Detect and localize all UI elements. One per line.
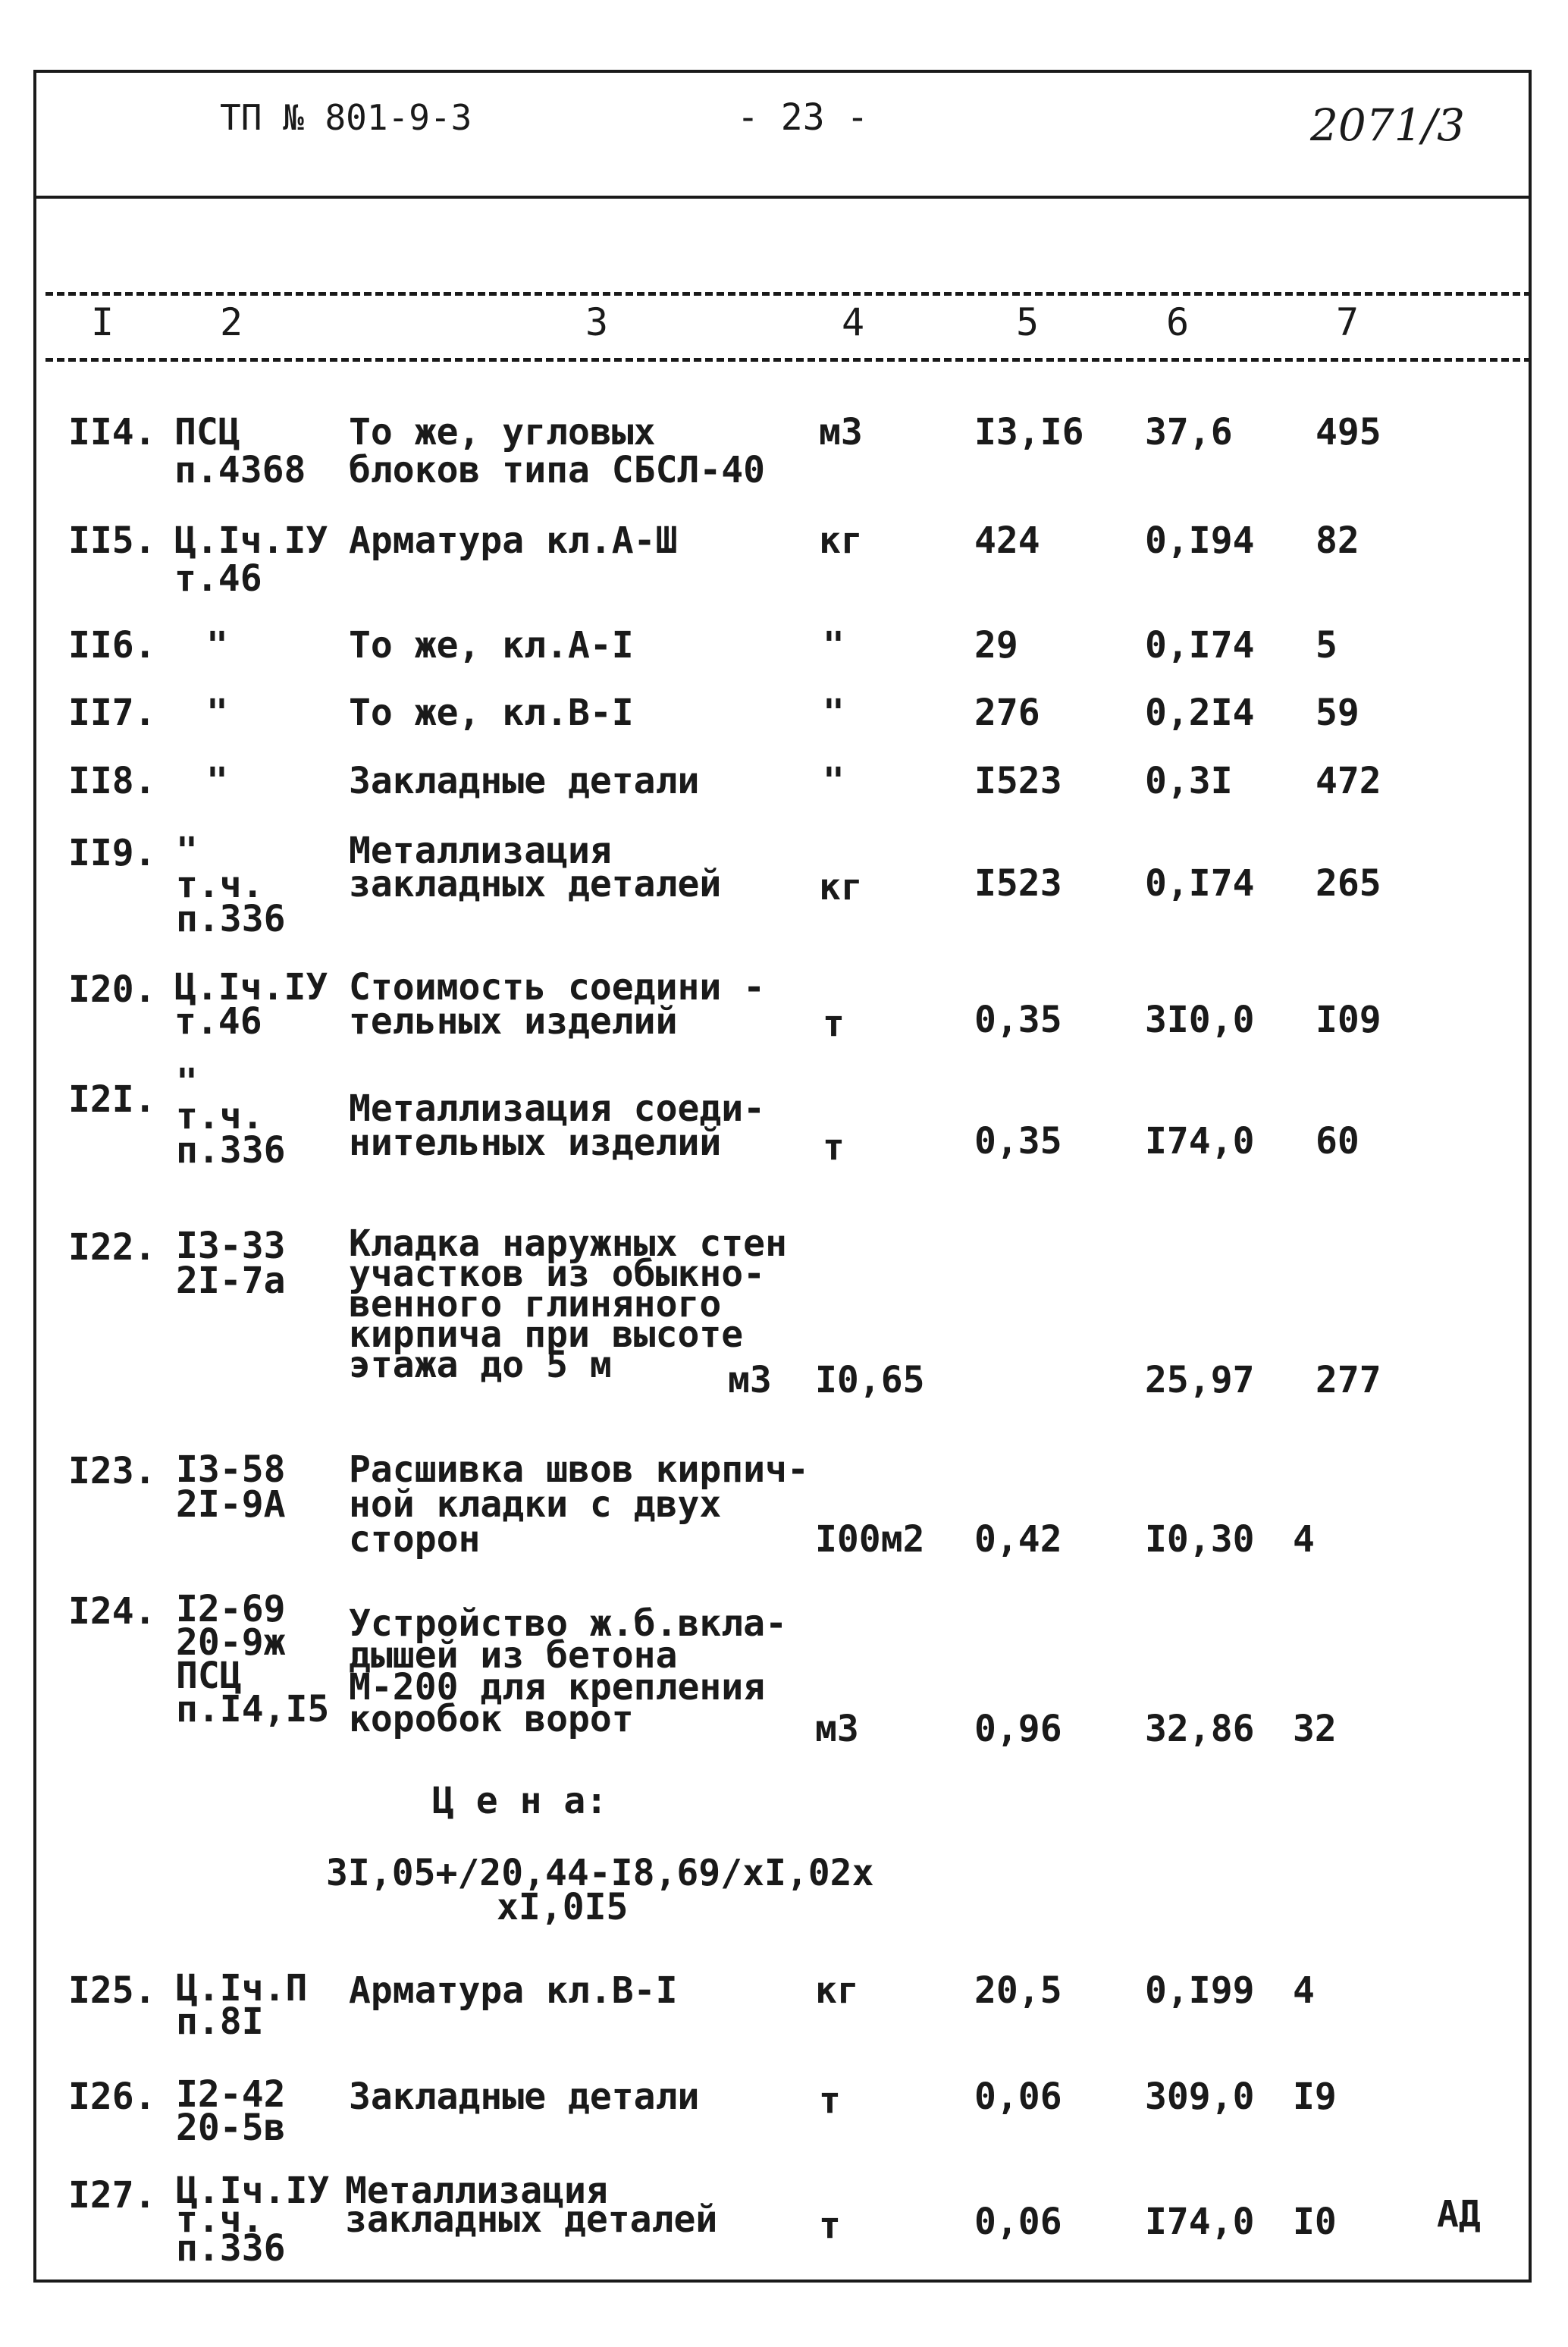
row-number: I20.	[68, 968, 156, 1011]
row-description: Металлизация закладных деталей	[345, 2170, 718, 2241]
row-unit: м3	[815, 1708, 859, 1750]
row-total: I0	[1293, 2201, 1337, 2243]
row-unit-price: I74,0	[1145, 1120, 1255, 1163]
row-unit: кг	[819, 519, 863, 562]
column-header-top-rule	[45, 292, 1532, 296]
col-header-1: I	[91, 300, 114, 344]
row-total: 60	[1316, 1120, 1359, 1163]
row-unit-price: 0,I74	[1145, 862, 1255, 905]
row-quantity: I523	[974, 760, 1062, 802]
col-header-3: 3	[585, 300, 609, 344]
handwritten-ref: 2071/3	[1310, 99, 1466, 151]
row-unit-price: I74,0	[1145, 2201, 1255, 2243]
row-description: То же, кл.В-I	[349, 692, 634, 734]
row-unit: "	[823, 624, 845, 667]
row-quantity: I0,65	[815, 1359, 925, 1401]
row-unit: м3	[819, 411, 863, 453]
col-header-7: 7	[1336, 300, 1359, 344]
page-frame	[33, 70, 1532, 2283]
row-unit-price: I0,30	[1145, 1518, 1255, 1561]
row-number: II4.	[68, 411, 156, 453]
row-reference: ПСЦ п.4368	[174, 411, 306, 491]
row-description: То же, кл.А-I	[349, 624, 634, 667]
row-reference: I3-58 2I-9А	[176, 1448, 286, 1526]
row-unit-price: 25,97	[1145, 1359, 1255, 1401]
row-unit-price: 0,I74	[1145, 624, 1255, 667]
col-header-6: 6	[1166, 300, 1190, 344]
row-number: I2I.	[68, 1078, 156, 1121]
doc-number: ТП № 801-9-3	[220, 97, 472, 138]
row-total: I09	[1316, 999, 1381, 1041]
row-total: 4	[1293, 1969, 1315, 2012]
row-unit-price: 309,0	[1145, 2076, 1255, 2118]
row-number: I25.	[68, 1969, 156, 2012]
row-number: II9.	[68, 832, 156, 874]
row-unit: "	[823, 692, 845, 734]
row-number: II6.	[68, 624, 156, 667]
row-quantity: 0,06	[974, 2076, 1062, 2118]
row-unit-price: 0,2I4	[1145, 692, 1255, 734]
row-reference: " т.ч. п.336	[176, 1061, 286, 1172]
row-unit-price: 37,6	[1145, 411, 1233, 453]
price-formula-line2: хI,0I5	[497, 1886, 629, 1928]
row-unit: кг	[815, 1969, 859, 2012]
corner-mark: АД	[1437, 2193, 1481, 2236]
row-unit-price: 32,86	[1145, 1708, 1255, 1750]
row-number: I24.	[68, 1590, 156, 1633]
row-total: 82	[1316, 519, 1359, 562]
row-description: Арматура кл.В-I	[349, 1969, 678, 2012]
row-number: I22.	[68, 1226, 156, 1269]
row-description: То же, угловых блоков типа СБСЛ-40	[349, 411, 766, 491]
row-reference: Ц.Iч.IУ т.46	[174, 519, 328, 600]
row-description: Расшивка швов кирпич- ной кладки с двух сторон	[349, 1448, 809, 1561]
row-quantity: 20,5	[974, 1969, 1062, 2012]
row-reference: "	[206, 624, 228, 667]
header-divider	[33, 196, 1532, 199]
row-reference: "	[206, 760, 228, 802]
row-quantity: 0,96	[974, 1708, 1062, 1750]
row-reference: "	[206, 692, 228, 734]
row-reference: I2-69 20-9ж ПСЦ п.I4,I5	[176, 1588, 330, 1730]
row-quantity: 29	[974, 624, 1018, 667]
row-unit: м3	[728, 1359, 772, 1401]
row-quantity: 0,35	[974, 999, 1062, 1041]
row-reference: I3-33 2I-7а	[176, 1225, 286, 1302]
col-header-2: 2	[220, 300, 243, 344]
row-unit: "	[823, 760, 845, 802]
row-reference: Ц.Iч.IУ т.46	[174, 966, 328, 1043]
row-unit-price: 3I0,0	[1145, 999, 1255, 1041]
row-description: Закладные детали	[349, 2076, 700, 2118]
price-label: Ц е н а:	[432, 1780, 608, 1822]
row-unit: т	[819, 2079, 841, 2122]
row-number: I27.	[68, 2174, 156, 2217]
row-total: I9	[1293, 2076, 1337, 2118]
row-number: II8.	[68, 760, 156, 802]
row-quantity: 0,06	[974, 2201, 1062, 2243]
row-unit: кг	[819, 866, 863, 908]
row-total: 277	[1316, 1359, 1381, 1401]
row-unit: т	[823, 1126, 845, 1169]
row-number: I26.	[68, 2076, 156, 2118]
row-description: Арматура кл.А-Ш	[349, 519, 678, 562]
row-unit: I00м2	[815, 1518, 925, 1561]
row-unit: т	[823, 1002, 845, 1045]
row-quantity: 0,42	[974, 1518, 1062, 1561]
row-total: 265	[1316, 862, 1381, 905]
row-quantity: I3,I6	[974, 411, 1084, 453]
row-unit-price: 0,3I	[1145, 760, 1233, 802]
row-unit: т	[819, 2204, 841, 2247]
row-reference: Ц.Iч.П п.8I	[176, 1967, 308, 2043]
row-reference: I2-42 20-5в	[176, 2073, 286, 2149]
column-header-bottom-rule	[45, 358, 1532, 362]
row-description: Закладные детали	[349, 760, 700, 802]
row-total: 5	[1316, 624, 1338, 667]
row-description: Металлизация закладных деталей	[349, 830, 722, 905]
row-quantity: 424	[974, 519, 1040, 562]
row-reference: Ц.Iч.IУ т.ч. п.336	[176, 2170, 330, 2270]
row-number: I23.	[68, 1450, 156, 1492]
row-unit-price: 0,I94	[1145, 519, 1255, 562]
row-description: Стоимость соедини - тельных изделий	[349, 966, 766, 1043]
row-description: Кладка наружных стен участков из обыкно- венного глиняного кирпича при высоте этажа до 5 м	[349, 1222, 787, 1386]
row-total: 472	[1316, 760, 1381, 802]
row-description: Устройство ж.б.вкла- дышей из бетона М-200 для крепления коробок ворот	[349, 1602, 787, 1740]
row-number: II7.	[68, 692, 156, 734]
row-total: 59	[1316, 692, 1359, 734]
row-description: Металлизация соеди- нительных изделий	[349, 1087, 766, 1164]
page-number: - 23 -	[737, 96, 869, 139]
row-quantity: I523	[974, 862, 1062, 905]
col-header-4: 4	[842, 300, 865, 344]
row-total: 32	[1293, 1708, 1337, 1750]
row-quantity: 0,35	[974, 1120, 1062, 1163]
col-header-5: 5	[1016, 300, 1040, 344]
row-quantity: 276	[974, 692, 1040, 734]
row-reference: " т.ч. п.336	[176, 830, 286, 940]
row-number: II5.	[68, 519, 156, 562]
row-unit-price: 0,I99	[1145, 1969, 1255, 2012]
row-total: 4	[1293, 1518, 1315, 1561]
price-formula-line1: 3I,05+/20,44-I8,69/хI,02х	[326, 1852, 874, 1894]
row-total: 495	[1316, 411, 1381, 453]
